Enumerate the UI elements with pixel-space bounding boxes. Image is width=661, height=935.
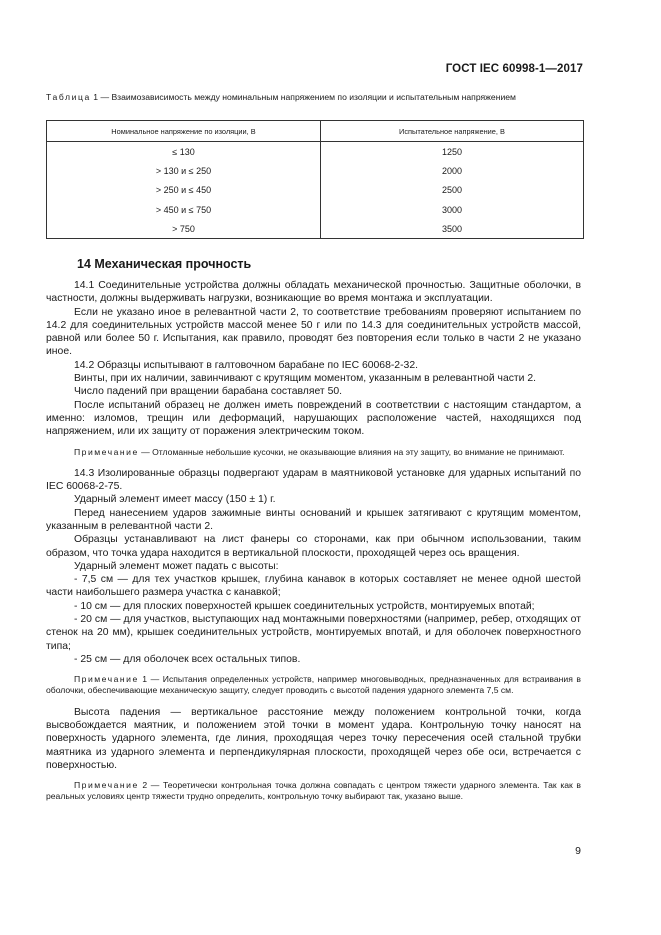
paragraph: Ударный элемент имеет массу (150 ± 1) г. xyxy=(74,494,276,506)
table-cell: 3000 xyxy=(321,200,584,219)
note-label: Примечание xyxy=(74,446,139,457)
paragraph: Винты, при их наличии, завинчивают с крутящим моментом, указанным в релевантной части 2. xyxy=(74,373,537,385)
paragraph: 14.2 Образцы испытывают в галтовочном барабане по IEC 60068-2-32. xyxy=(74,359,418,371)
list-item: - 25 см — для оболочек всех остальных типов. xyxy=(74,653,301,665)
column-header-rated-voltage: Номинальное напряжение по изоляции, В xyxy=(47,121,321,142)
table-caption xyxy=(46,92,586,103)
voltage-table xyxy=(46,120,584,239)
note-label: Примечание xyxy=(74,674,139,685)
list-item: - 7,5 см — для тех участков крышек, глубина канавок в которых составляет не менее одной шестой части наибольшего размера участка с канавкой; xyxy=(46,574,581,599)
table-cell: 3500 xyxy=(321,219,584,239)
list-item: - 10 см — для плоских поверхностей крышек соединительных устройств, монтируемых впотай; xyxy=(74,600,535,612)
table-cell: 2500 xyxy=(321,181,584,200)
table-cell: > 130 и ≤ 250 xyxy=(47,161,321,180)
table-row xyxy=(47,142,584,162)
table-row xyxy=(47,181,584,200)
table-caption-text: 1 — Взаимозависимость между номинальным напряжением по изоляции и испытательным напряжением xyxy=(90,92,516,102)
section-body xyxy=(46,279,581,812)
paragraph: Число падений при вращении барабана составляет 50. xyxy=(74,386,343,398)
note-text: 2 — Теоретически контрольная точка должна совпадать с центром тяжести ударного элемента. Так как в реальных условиях центр тяжести трудно определить, контрольную точку выбирают так, указано выше. xyxy=(46,780,581,802)
column-header-test-voltage: Испытательное напряжение, В xyxy=(321,121,584,142)
list-item: - 20 см — для участков, выступающих над монтажными поверхностями (например, ребер, отходящих от стенок на 20 мм), крышек соединительных устройств, монтируемых впотай, и для оболочек поверхностного типа; xyxy=(46,614,581,652)
table-row xyxy=(47,219,584,239)
paragraph: 14.1 Соединительные устройства должны обладать механической прочностью. Защитные оболочки, в частности, должны выдерживать нагрузки, возникающие во время монтажа и эксплуатации. xyxy=(46,280,581,305)
standard-header: ГОСТ IEC 60998-1—2017 xyxy=(445,63,583,75)
note-label: Примечание xyxy=(74,780,139,791)
section-title: 14 Механическая прочность xyxy=(77,257,252,271)
table-cell: ≤ 130 xyxy=(47,142,321,162)
note-text: — Отломанные небольшие кусочки, не оказывающие влияния на эту защиту, во внимание не принимают. xyxy=(138,446,565,457)
paragraph: 14.3 Изолированные образцы подвергают ударам в маятниковой установке для ударных испытаний по IEC 60068-2-75. xyxy=(46,467,581,493)
table-cell: > 250 и ≤ 450 xyxy=(47,181,321,200)
table-cell: 2000 xyxy=(321,161,584,180)
page-number: 9 xyxy=(575,845,581,857)
paragraph: Если не указано иное в релевантной части 2, то соответствие требованиям проверяют испытанием по 14.2 для соединительных устройств массой менее 50 г или по 14.3 для соединительных устройств массой, равной или более 50 г. Испытания, как правило, проводят без повторения если только в части 2 не указано иное. xyxy=(46,306,581,358)
table-row xyxy=(47,200,584,219)
paragraph: Высота падения — вертикальное расстояние между положением контрольной точки, когда высвобождается маятник, и положением этой точки в момент удара. Контрольную точку наносят на поверхность ударного элемента, где линия, проходящая через точку пересечения осей стальной трубки маятника из ударного элемента и перпендикулярная плоскости, проходящей через обе оси, встречается с поверхностью. xyxy=(46,706,581,771)
table-caption-label: Таблица xyxy=(46,92,91,102)
table-row xyxy=(47,161,584,180)
paragraph: Ударный элемент может падать с высоты: xyxy=(74,560,279,572)
paragraph: Образцы устанавливают на лист фанеры со сторонами, как при обычном использовании, таким образом, что точка удара находится в вертикальной плоскости, проходящей через ось вращения. xyxy=(46,534,581,559)
table-cell: 1250 xyxy=(321,142,584,162)
paragraph: Перед нанесением ударов зажимные винты оснований и крышек затягивают с крутящим моментом, указанным в релевантной части 2. xyxy=(46,507,581,532)
table-cell: > 750 xyxy=(47,219,321,239)
table-header-row xyxy=(47,121,584,142)
paragraph: После испытаний образец не должен иметь повреждений в соответствии с настоящим стандартом, а именно: изломов, трещин или деформаций, нарушающих расположение частей, находящихся под напряжением, или их защиту от поражения электрическим током. xyxy=(46,399,581,438)
note-text: 1 — Испытания определенных устройств, например многовыводных, предназначенных для встраивания в оболочки, обеспечивающие механическую защиту, следует проводить с высотой падения ударного элемента 7,5 см. xyxy=(46,674,581,696)
note xyxy=(46,447,581,458)
note xyxy=(46,780,581,802)
note xyxy=(46,674,581,696)
table-cell: > 450 и ≤ 750 xyxy=(47,200,321,219)
